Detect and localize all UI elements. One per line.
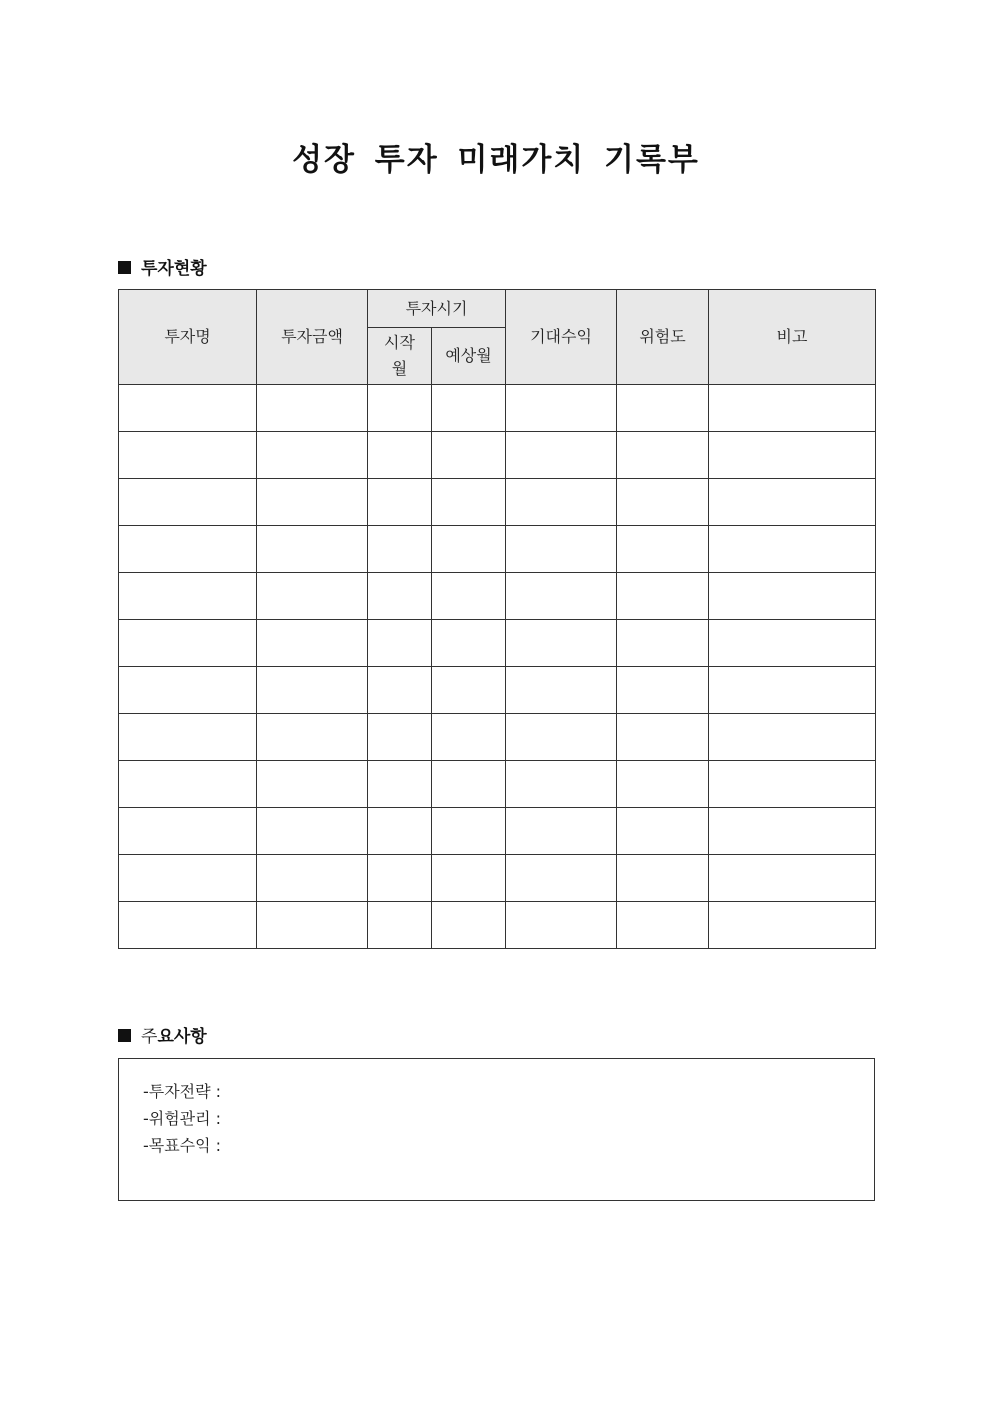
- table-cell[interactable]: [119, 526, 257, 573]
- table-cell[interactable]: [257, 808, 368, 855]
- table-cell[interactable]: [368, 714, 432, 761]
- header-expected-return: 기대수익: [506, 290, 617, 385]
- table-cell[interactable]: [432, 620, 506, 667]
- table-cell[interactable]: [432, 479, 506, 526]
- section-heading-label: 요사항: [157, 1027, 207, 1047]
- table-row: [119, 526, 876, 573]
- table-cell[interactable]: [617, 761, 709, 808]
- table-cell[interactable]: [617, 855, 709, 902]
- table-cell[interactable]: [709, 714, 876, 761]
- key-notes-box: [118, 1058, 875, 1201]
- table-cell[interactable]: [368, 385, 432, 432]
- table-cell[interactable]: [432, 714, 506, 761]
- section-heading-prefix: 주: [141, 1027, 158, 1047]
- table-cell[interactable]: [119, 761, 257, 808]
- table-cell[interactable]: [617, 620, 709, 667]
- note-target-return[interactable]: -목표수익 :: [143, 1136, 222, 1155]
- header-risk-level: 위험도: [617, 290, 709, 385]
- table-row: [119, 761, 876, 808]
- square-bullet-icon: [118, 1029, 131, 1042]
- table-cell[interactable]: [368, 432, 432, 479]
- table-row: [119, 808, 876, 855]
- table-cell[interactable]: [617, 714, 709, 761]
- table-cell[interactable]: [368, 620, 432, 667]
- table-cell[interactable]: [119, 667, 257, 714]
- table-cell[interactable]: [617, 526, 709, 573]
- table-cell[interactable]: [617, 902, 709, 949]
- table-cell[interactable]: [368, 902, 432, 949]
- section-heading-key-notes: [118, 1022, 207, 1047]
- page-title: 성장 투자 미래가치 기록부: [292, 142, 700, 178]
- table-cell[interactable]: [257, 667, 368, 714]
- header-investment-period: 투자시기: [368, 290, 506, 328]
- table-cell[interactable]: [709, 432, 876, 479]
- table-cell[interactable]: [709, 526, 876, 573]
- table-cell[interactable]: [709, 902, 876, 949]
- table-cell[interactable]: [506, 432, 617, 479]
- table-cell[interactable]: [506, 479, 617, 526]
- table-cell[interactable]: [257, 902, 368, 949]
- table-cell[interactable]: [119, 573, 257, 620]
- table-cell[interactable]: [368, 761, 432, 808]
- table-row: [119, 855, 876, 902]
- header-investment-amount: 투자금액: [257, 290, 368, 385]
- table-cell[interactable]: [257, 761, 368, 808]
- table-cell[interactable]: [506, 573, 617, 620]
- table-row: [119, 667, 876, 714]
- table-cell[interactable]: [709, 479, 876, 526]
- table-row: [119, 573, 876, 620]
- table-cell[interactable]: [709, 573, 876, 620]
- table-cell[interactable]: [432, 855, 506, 902]
- table-cell[interactable]: [617, 385, 709, 432]
- table-cell[interactable]: [368, 526, 432, 573]
- table-cell[interactable]: [709, 855, 876, 902]
- table-cell[interactable]: [617, 573, 709, 620]
- table-cell[interactable]: [119, 432, 257, 479]
- table-cell[interactable]: [617, 479, 709, 526]
- table-cell[interactable]: [432, 761, 506, 808]
- table-cell[interactable]: [709, 620, 876, 667]
- table-cell[interactable]: [257, 620, 368, 667]
- header-expected-month: 예상월: [432, 328, 506, 385]
- table-cell[interactable]: [119, 902, 257, 949]
- table-cell[interactable]: [432, 573, 506, 620]
- table-cell[interactable]: [368, 573, 432, 620]
- table-cell[interactable]: [506, 526, 617, 573]
- table-cell[interactable]: [709, 385, 876, 432]
- square-bullet-icon: [118, 261, 131, 274]
- table-cell[interactable]: [432, 385, 506, 432]
- table-cell[interactable]: [368, 808, 432, 855]
- table-cell[interactable]: [257, 855, 368, 902]
- table-cell[interactable]: [432, 808, 506, 855]
- table-cell[interactable]: [506, 902, 617, 949]
- section-heading-investment-status: [118, 254, 207, 279]
- table-cell[interactable]: [506, 385, 617, 432]
- table-cell[interactable]: [709, 667, 876, 714]
- table-cell[interactable]: [432, 526, 506, 573]
- table-cell[interactable]: [617, 667, 709, 714]
- table-row: [119, 479, 876, 526]
- table-body: [119, 385, 876, 949]
- header-remarks: 비고: [709, 290, 876, 385]
- table-cell[interactable]: [506, 808, 617, 855]
- table-cell[interactable]: [368, 855, 432, 902]
- section-heading-label: 투자현황: [141, 259, 207, 279]
- table-row: [119, 385, 876, 432]
- header-start-month: [368, 328, 432, 385]
- table-cell[interactable]: [368, 479, 432, 526]
- table-cell[interactable]: [257, 479, 368, 526]
- table-cell[interactable]: [119, 855, 257, 902]
- investment-table: [118, 289, 876, 949]
- table-cell[interactable]: [617, 808, 709, 855]
- table-row: [119, 714, 876, 761]
- table-cell[interactable]: [617, 432, 709, 479]
- table-cell[interactable]: [432, 667, 506, 714]
- table-cell[interactable]: [432, 902, 506, 949]
- header-investment-name: 투자명: [119, 290, 257, 385]
- table-cell[interactable]: [119, 479, 257, 526]
- table-row: [119, 620, 876, 667]
- table-cell[interactable]: [506, 855, 617, 902]
- table-row: [119, 432, 876, 479]
- table-cell[interactable]: [119, 620, 257, 667]
- table-cell[interactable]: [257, 432, 368, 479]
- table-cell[interactable]: [368, 667, 432, 714]
- table-cell[interactable]: [257, 573, 368, 620]
- header-start-month-label: 시작월: [384, 333, 415, 378]
- table-cell[interactable]: [119, 385, 257, 432]
- table-cell[interactable]: [119, 714, 257, 761]
- note-risk-management[interactable]: -위험관리 :: [143, 1109, 222, 1128]
- table-cell[interactable]: [257, 714, 368, 761]
- table-cell[interactable]: [506, 761, 617, 808]
- note-strategy[interactable]: -투자전략 :: [143, 1082, 222, 1101]
- table-cell[interactable]: [432, 432, 506, 479]
- table-row: [119, 902, 876, 949]
- table-cell[interactable]: [257, 526, 368, 573]
- table-cell[interactable]: [506, 620, 617, 667]
- table-cell[interactable]: [506, 667, 617, 714]
- table-cell[interactable]: [119, 808, 257, 855]
- table-cell[interactable]: [506, 714, 617, 761]
- table-cell[interactable]: [709, 808, 876, 855]
- table-cell[interactable]: [257, 385, 368, 432]
- table-cell[interactable]: [709, 761, 876, 808]
